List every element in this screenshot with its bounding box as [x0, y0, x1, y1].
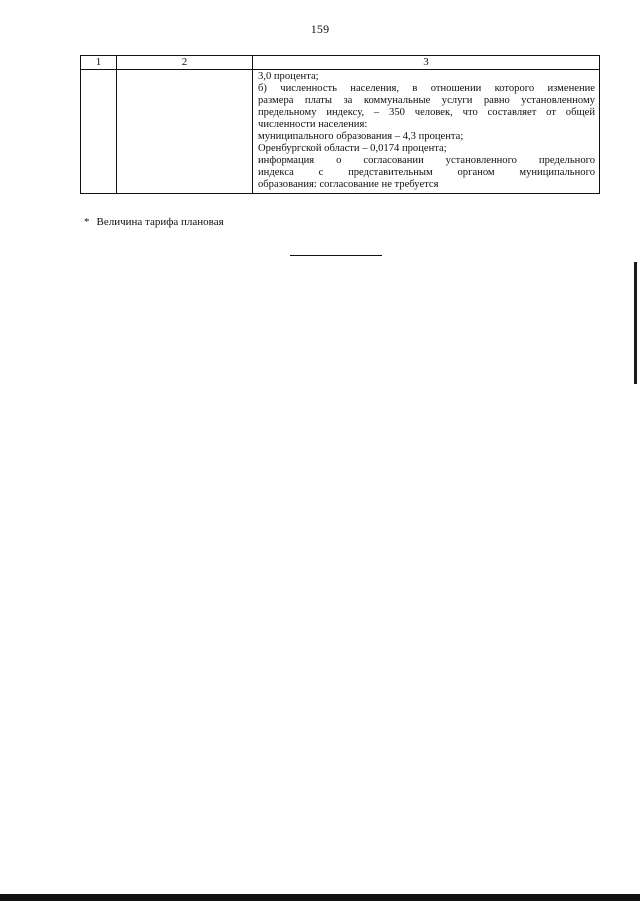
separator-line — [290, 255, 382, 256]
cell-line: Оренбургской области – 0,0174 процента; — [258, 143, 447, 154]
footnote-text: Величина тарифа плановая — [96, 216, 224, 228]
table-header-col-2: 2 — [117, 56, 253, 70]
cell-line: 3,0 процента; — [258, 71, 319, 82]
cell-line: муниципального образования – 4,3 процента; — [258, 131, 464, 142]
cell-line: образования: согласование не требуется — [258, 179, 439, 190]
table-row — [81, 70, 600, 194]
document-table — [80, 55, 600, 194]
footnote-marker: * — [84, 216, 90, 228]
footnote — [84, 216, 224, 228]
table-cell-col-1 — [81, 70, 117, 194]
table-cell-col-2 — [117, 70, 253, 194]
cell-line: предельному индексу, – 350 человек, что составляет от общей — [258, 107, 595, 118]
table-cell-col-3 — [253, 70, 600, 194]
cell-line: индекса с представительным органом муниципального — [258, 167, 595, 178]
cell-line: информация о согласовании установленного предельного — [258, 155, 595, 166]
table-header-col-1: 1 — [81, 56, 117, 70]
scan-bottom-border — [0, 894, 640, 901]
page-number: 159 — [310, 22, 330, 36]
table-header-col-3: 3 — [253, 56, 600, 70]
cell-line: б) численность населения, в отношении которого изменение — [258, 83, 595, 94]
scan-edge-mark — [634, 262, 637, 384]
cell-line: размера платы за коммунальные услуги равно установленному — [258, 95, 595, 106]
table-header-row — [81, 56, 600, 70]
cell-line: численности населения: — [258, 119, 368, 130]
